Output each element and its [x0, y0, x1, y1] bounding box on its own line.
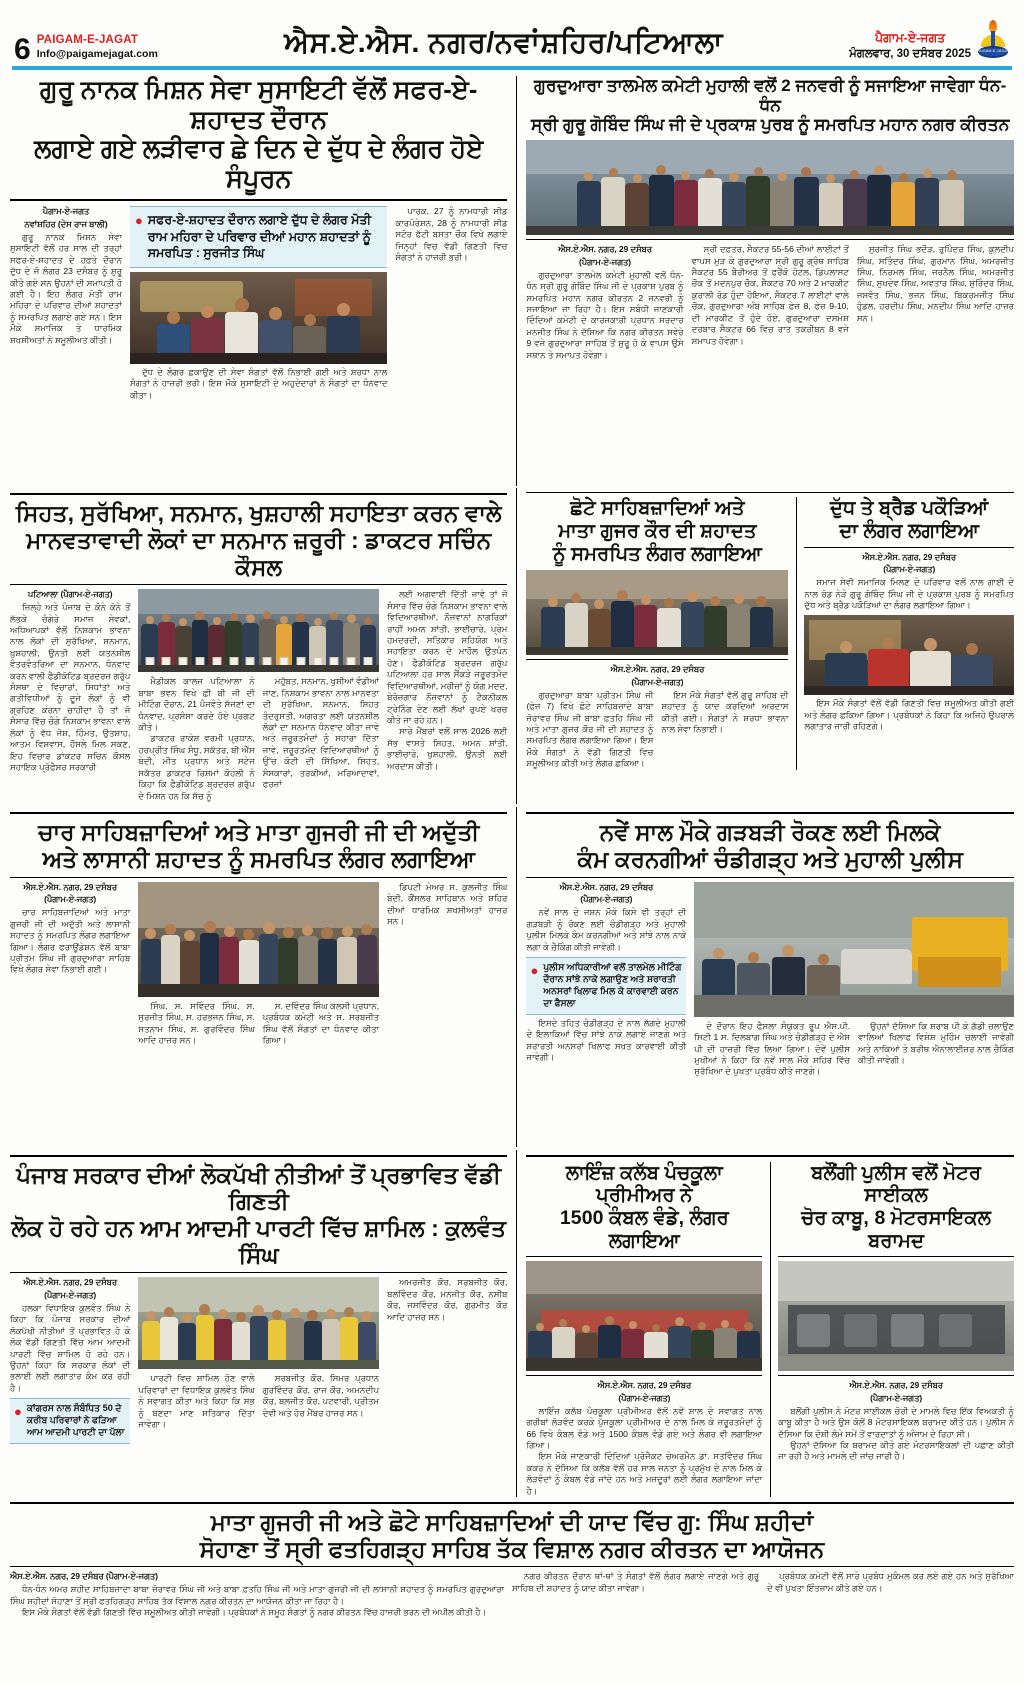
torch-logo-icon [976, 19, 1010, 61]
story-6-columns [10, 882, 507, 1147]
story-6-col-4 [387, 882, 507, 1147]
story-8-headline-line-2: ਲੋਕ ਹੋ ਰਹੇ ਹਨ ਆਮ ਆਦਮੀ ਪਾਰਟੀ ਵਿੱਚ ਸ਼ਾਮਿਲ : ਕੁਲਵੰਤ ਸਿੰਘ [11, 1215, 507, 1268]
story-6-photo [138, 882, 379, 997]
story-8-body-4: ਅਮਰਜੀਤ ਕੌਰ, ਸਰਬਜੀਤ ਕੌਰ, ਬਲਵਿੰਦਰ ਕੌਰ, ਮਨਜੀਤ ਕੌਰ, ਨਸੀਬ ਕੌਰ, ਜਸਵਿੰਦਰ ਕੌਰ, ਗੁਰਮੀਤ ਕੌਰ ਆਦਿ ਹਾਜ਼ਰ ਸਨ। [387, 1277, 508, 1322]
story-3-body-4b: ਸਾਰੇ ਮੈਂਬਰਾਂ ਵਲੋਂ ਸਾਲ 2026 ਲਈ ਸੱਭ ਵਾਸਤੇ ਸਿਹਤ, ਅਮਨ ਸ਼ਾਂਤੀ, ਭਾਈਚਾਰੇ, ਖੁਸ਼ਹਾਲੀ, ਉਨਤੀ ਲਈ ਅਰਦਾਸ ਕੀਤੀ। [387, 726, 508, 771]
story-11-byline-paper: (ਪੈਗਾਮ-ਏ-ਜਗਤ) [105, 1571, 158, 1582]
story-11-col-1 [10, 1571, 504, 1683]
story-6-byline-place: ਐਸ.ਏ.ਐਸ. ਨਗਰ, 29 ਦਸੰਬਰ [23, 881, 117, 892]
bullet-icon: ● [530, 962, 539, 978]
story-11-body-3: ਨਗਰ ਕੀਰਤਨ ਦੌਰਾਨ ਥਾਂ-ਥਾਂ ਤੇ ਸੰਗਤਾਂ ਵੱਲੋਂ ਲੰਗਰ ਲਗਾਏ ਜਾਣਗੇ ਅਤੇ ਗੁਰੂ ਸਾਹਿਬ ਦੀ ਸ਼ਹਾਦਤ ਨੂੰ ਯਾਦ ਕੀਤਾ ਜਾਵੇਗਾ। [512, 1571, 759, 1593]
story-8-col-2 [138, 1277, 379, 1495]
row-4-right [516, 1150, 1014, 1497]
story-1-headline-line-1: ਗੁਰੂ ਨਾਨਕ ਮਿਸ਼ਨ ਸੇਵਾ ਸੁਸਾਇਟੀ ਵੱਲੋਂ ਸਫਰ-ਏ-ਸ਼ਹਾਦਤ ਦੌਰਾਨ [39, 76, 478, 134]
story-5-headline-line-2: ਦਾ ਲੰਗਰ ਲਗਾਇਆ [839, 519, 980, 542]
story-3-col-1 [10, 589, 130, 804]
story-11-columns [10, 1571, 1014, 1683]
story-6-body-3: ਸ. ਦਵਿੰਦਰ ਸਿੰਘ ਕਲਸੀ ਪ੍ਰਧਾਨ, ਪ੍ਰਬੰਧਕ ਕਮੇਟੀ ਅਤੇ ਸ. ਸਰਬਜੀਤ ਸਿੰਘ ਵੱਲੋਂ ਸੰਗਤਾਂ ਦਾ ਧੰਨਵਾਦ ਕੀਤਾ ਗਿਆ। [262, 1000, 380, 1045]
masthead-right-text [849, 31, 971, 61]
story-4-headline-line-3: ਨੂੰ ਸਮਰਪਿਤ ਲੰਗਰ ਲਗਾਇਆ [552, 542, 762, 565]
story-10-photo [778, 1261, 1014, 1371]
story-10-body-1: ਬਲੌਂਗੀ ਪੁਲੀਸ ਨੇ ਮੋਟਰ ਸਾਈਕਲ ਚੋਰੀ ਦੇ ਮਾਮਲੇ ਵਿਚ ਇੱਕ ਵਿਅਕਤੀ ਨੂੰ ਕਾਬੂ ਕੀਤਾ ਹੈ ਅਤੇ ਉਸ ਕੋਲੋਂ 8 ਮੋਟਰਸਾਇਕਲ ਬਰਾਮਦ ਕੀਤੇ ਹਨ। ਪੁਲੀਸ ਨੇ ਦੱਸਿਆ ਕਿ ਦੋਸ਼ੀ ਲੰਮੇ ਸਮੇਂ ਤੋਂ ਵਾਰਦਾਤਾਂ ਨੂੰ ਅੰਜਾਮ ਦੇ ਰਿਹਾ ਸੀ। [778, 1405, 1015, 1439]
story-5-body-1: ਸਮਾਜ ਸੇਵੀ ਸਮਾਜਿਕ ਮਿਲਣ ਦੇ ਪਰਿਵਾਰ ਵਲੋਂ ਨਾਲ ਗਾਈ ਦੇ ਨਾਲ ਰੋਡ ਨੇੜੇ ਗੁਰੂ ਗੋਬਿੰਦ ਸਿੰਘ ਜੀ ਦੇ ਪ੍ਰਕਾਸ਼ ਪੁਰਬ ਨੂੰ ਸਮਰਪਿਤ ਦੁੱਧ ਅਤੇ ਬ੍ਰੈਡ ਪਕੌੜਿਆਂ ਦਾ ਲੰਗਰ ਲਗਾਇਆ ਗਿਆ। [804, 577, 1014, 610]
story-2-byline-paper: (ਪੈਗਾਮ-ਏ-ਜਗਤ) [579, 256, 632, 267]
story-4-photo [526, 570, 788, 655]
story-1-col-1 [10, 206, 122, 486]
story-8-callout [10, 1398, 130, 1444]
story-10-byline-paper: (ਪੈਗਾਮ-ਏ-ਜਗਤ) [870, 1392, 923, 1403]
story-9-headline-line-2: 1500 ਕੰਬਲ ਵੰਡੇ, ਲੰਗਰ ਲਗਾਇਆ [559, 1206, 729, 1252]
story-4-body-2: ਇਸ ਮੌਕੇ ਸੰਗਤਾਂ ਵੱਲੋਂ ਗੁਰੂ ਸਾਹਿਬ ਦੀ ਸ਼ਹਾਦਤ ਨੂੰ ਯਾਦ ਕਰਦਿਆਂ ਅਰਦਾਸ ਕੀਤੀ ਗਈ। ਸੰਗਤਾਂ ਨੇ ਸ਼ਰਧਾ ਭਾਵਨਾ ਨਾਲ ਸੇਵਾ ਨਿਭਾਈ। [661, 689, 789, 734]
story-7-body-1b: ਇਸਦੇ ਤਹਿਤ ਚੰਡੀਗੜ੍ਹ ਦੇ ਨਾਲ ਲੱਗਦੇ ਮੁਹਾਲੀ ਦੇ ਇਲਾਕਿਆਂ ਵਿੱਚ ਸਾਂਝੇ ਨਾਕੇ ਲਗਾਏ ਜਾਣਗੇ ਅਤੇ ਸ਼ਰਾਰਤੀ ਅਨਸਰਾਂ ਖਿਲਾਫ ਸਖ਼ਤ ਕਾਰਵਾਈ ਕੀਤੀ ਜਾਵੇਗੀ। [526, 1017, 687, 1062]
story-2-headline-line-2: ਸ੍ਰੀ ਗੁਰੂ ਗੋਬਿੰਦ ਸਿੰਘ ਜੀ ਦੇ ਪ੍ਰਕਾਸ਼ ਪੁਰਬ ਨੂੰ ਸਮਰਪਿਤ ਮਹਾਨ ਨਗਰ ਕੀਰਤਨ [531, 115, 1010, 135]
story-2-columns [526, 244, 1014, 419]
story-7-col-1 [526, 882, 686, 1147]
story-3-col-2 [138, 589, 379, 804]
story-6-body-4: ਡਿਪਟੀ ਮੇਅਰ ਸ. ਕੁਲਜੀਤ ਸਿੰਘ ਬੇਦੀ, ਕੌਂਸਲਰ ਸਾਹਿਬਾਨ ਅਤੇ ਸ਼ਹਿਰ ਦੀਆਂ ਧਾਰਮਿਕ ਸ਼ਖਸੀਅਤਾਂ ਹਾਜ਼ਰ ਸਨ। [387, 881, 508, 926]
story-8-body-2: ਪਾਰਟੀ ਵਿਚ ਸ਼ਾਮਿਲ ਹੋਣ ਵਾਲੇ ਪਰਿਵਾਰਾਂ ਦਾ ਵਿਧਾਇਕ ਕੁਲਵੰਤ ਸਿੰਘ ਨੇ ਸਵਾਗਤ ਕੀਤਾ ਅਤੇ ਕਿਹਾ ਕਿ ਸਭ ਨੂੰ ਬਣਦਾ ਮਾਣ ਸਤਿਕਾਰ ਦਿੱਤਾ ਜਾਵੇਗਾ। [138, 1373, 255, 1430]
story-7-body-1: ਨਵੇਂ ਸਾਲ ਦੇ ਜਸ਼ਨ ਮੌਕੇ ਕਿਸੇ ਵੀ ਤਰ੍ਹਾਂ ਦੀ ਗੜਬੜੀ ਨੂੰ ਰੋਕਣ ਲਈ ਚੰਡੀਗੜ੍ਹ ਅਤੇ ਮੁਹਾਲੀ ਪੁਲੀਸ ਮਿਲਕੇ ਕੰਮ ਕਰਨਗੀਆਂ ਅਤੇ ਸਾਂਝੇ ਨਾਲ ਨਾਕੇ ਲਗਾ ਕੇ ਚੈਕਿੰਗ ਕੀਤੀ ਜਾਵੇਗੀ। [526, 907, 687, 952]
story-8 [10, 1150, 507, 1497]
bullet-icon: ● [135, 213, 143, 229]
masthead-right [849, 19, 1010, 62]
masthead [10, 0, 1014, 66]
story-8-body-1: ਹਲਕਾ ਵਿਧਾਇਕ ਕੁਲਵੰਤ ਸਿੰਘ ਨੇ ਕਿਹਾ ਕਿ ਪੰਜਾਬ ਸਰਕਾਰ ਦੀਆਂ ਲੋਕਪੱਖੀ ਨੀਤੀਆਂ ਤੋਂ ਪ੍ਰਭਾਵਿਤ ਹੋ ਕੇ ਲੋਕ ਵੱਡੀ ਗਿਣਤੀ ਵਿੱਚ ਆਮ ਆਦਮੀ ਪਾਰਟੀ ਵਿੱਚ ਸ਼ਾਮਿਲ ਹੋ ਰਹੇ ਹਨ। ਉਹਨਾਂ ਕਿਹਾ ਕਿ ਸਰਕਾਰ ਲੋਕਾਂ ਦੀ ਭਲਾਈ ਲਈ ਲਗਾਤਾਰ ਕੰਮ ਕਰ ਰਹੀ ਹੈ। [10, 1302, 131, 1393]
story-9-10-wrapper [526, 1162, 1014, 1497]
story-4 [526, 497, 788, 769]
story-8-col-4 [387, 1277, 507, 1495]
story-1-body-1: ਗੁਰੂ ਨਾਨਕ ਮਿਸ਼ਨ ਸੇਵਾ ਸੁਸਾਇਟੀ ਵੱਲੋਂ ਹਰ ਸਾਲ ਦੀ ਤਰ੍ਹਾਂ ਸਫਰ-ਏ-ਸ਼ਹਾਦਤ ਦੇ ਹਫ਼ਤੇ ਦੌਰਾਨ ਦੁੱਧ ਦੇ ਜੋ ਲੰਗਰ 23 ਦਸੰਬਰ ਨੂੰ ਸ਼ੁਰੂ ਕੀਤੇ ਗਏ ਸਨ ਉਹਨਾਂ ਦੀ ਸਮਾਪਤੀ ਹੋ ਗਈ ਹੈ। ਇਹ ਲੰਗਰ ਮੋਤੀ ਰਾਮ ਮਹਿਰਾ ਦੇ ਪਰਿਵਾਰ ਦੀਆਂ ਸ਼ਹਾਦਤਾਂ ਨੂੰ ਸਮਰਪਿਤ ਲਗਾਏ ਗਏ ਸਨ। ਇਸ ਮੌਕੇ ਸਮਾਜਿਕ ਤੇ ਧਾਰਮਿਕ ਸ਼ਖਸੀਅਤਾਂ ਨੇ ਸ਼ਮੂਲੀਅਤ ਕੀਤੀ। [10, 231, 122, 345]
story-11-byline-place: ਐਸ.ਏ.ਐਸ. ਨਗਰ, 29 ਦਸੰਬਰ [10, 1571, 104, 1582]
story-4-byline-paper: (ਪੈਗਾਮ-ਏ-ਜਗਤ) [631, 676, 684, 687]
story-1-callout-text: ਸਫਰ-ਏ-ਸ਼ਹਾਦਤ ਦੌਰਾਨ ਲਗਾਏ ਦੁੱਧ ਦੇ ਲੰਗਰ ਮੋਤੀ ਰਾਮ ਮਹਿਰਾ ਦੇ ਪਰਿਵਾਰ ਦੀਆਂ ਮਹਾਨ ਸ਼ਹਾਦਤਾਂ ਨੂੰ ਸਮਰਪਿਤ : ਸੁਰਜੀਤ ਸਿੰਘ [147, 213, 372, 261]
story-2-byline-place: ਐਸ.ਏ.ਐਸ. ਨਗਰ, 29 ਦਸੰਬਰ [558, 244, 652, 255]
story-5 [796, 497, 1014, 769]
story-10-headline-line-1: ਬਲੌਂਗੀ ਪੁਲੀਸ ਵਲੋਂ ਮੋਟਰ ਸਾਈਕਲ [811, 1161, 982, 1207]
story-2-body-3: ਸੁਰਜੀਤ ਸਿੰਘ ਭਦੌੜ, ਰੁਪਿੰਦਰ ਸਿੰਘ, ਕੁਲਦੀਪ ਸਿੰਘ, ਸਤਿੰਦਰ ਸਿੰਘ, ਗੁਰਮਾਨ ਸਿੰਘ, ਅਮਰਜੀਤ ਸਿੰਘ, ਨਿਰਮਲ ਸਿੰਘ, ਜਰਨੈਲ ਸਿੰਘ, ਅਮਰਜੀਤ ਸਿੰਘ, ਸੁਖਦੇਵ ਸਿੰਘ, ਅਵਤਾਰ ਸਿੰਘ, ਸੁਰਿੰਦਰ ਸਿੰਘ, ਜਸਵੰਤ ਸਿੰਘ, ਭਜਨ ਸਿੰਘ, ਬਿਕਰਮਜੀਤ ਸਿੰਘ ਹੁੰਡਲ, ਹਰਦੀਪ ਸਿੰਘ, ਮਨਦੀਪ ਸਿੰਘ ਆਦਿ ਹਾਜ਼ਰ ਸਨ। [856, 244, 1015, 323]
story-3-col-4 [387, 589, 507, 804]
story-11-col-3 [512, 1571, 759, 1683]
story-1-byline-paper: ਪੈਗਾਮ-ਏ-ਜਗਤ [42, 206, 90, 217]
masthead-identity [37, 34, 158, 62]
bullet-icon: ● [14, 1404, 22, 1420]
row-2-right [516, 488, 1014, 804]
row-1 [10, 76, 1014, 486]
story-8-byline-place: ਐਸ.ਏ.ਐਸ. ਨਗਰ, 29 ਦਸੰਬਰ [23, 1277, 117, 1288]
story-10-body-2: ਉਹਨਾਂ ਦੱਸਿਆ ਕਿ ਬਰਾਮਦ ਕੀਤੇ ਗਏ ਮੋਟਰਸਾਇਕਲਾਂ ਦੀ ਪਛਾਣ ਕੀਤੀ ਜਾ ਰਹੀ ਹੈ ਅਤੇ ਮਾਮਲੇ ਦੀ ਜਾਂਚ ਜਾਰੀ ਹੈ। [778, 1439, 1015, 1462]
masthead-left [14, 32, 158, 66]
logo-badge-text: PAIGAM-E-JAGAT [976, 49, 1010, 53]
story-1-body-3: ਪਾਰਕ, 27 ਨੂੰ ਨਾਮਧਾਰੀ ਸੀਡ ਕਾਰਪੋਰੇਸ਼ਨ, 28 ਨੂੰ ਨਾਮਧਾਰੀ ਸੀਡ ਸਟੋਰ ਫੱਟੀ ਬਸਤਾ ਚੌਕ ਵਿਖੇ ਲਗਾਏ ਜਿਨ੍ਹਾਂ ਵਿਚ ਵੱਡੀ ਗਿਣਤੀ ਵਿਚ ਸੰਗਤਾਂ ਨੇ ਹਾਜ਼ਰੀ ਭਰੀ। [395, 206, 508, 262]
story-1-body-2: ਦੁੱਧ ਦੇ ਲੰਗਰ ਛਕਾਉਣ ਦੀ ਸੇਵਾ ਸੰਗਤਾਂ ਵੱਲੋਂ ਨਿਭਾਈ ਗਈ ਅਤੇ ਸ਼ਰਧਾ ਨਾਲ ਸੰਗਤਾਂ ਨੇ ਹਾਜ਼ਰੀ ਭਰੀ। ਇਸ ਮੌਕੇ ਸੁਸਾਇਟੀ ਦੇ ਅਹੁਦੇਦਾਰਾਂ ਨੇ ਸੰਗਤਾਂ ਦਾ ਧੰਨਵਾਦ ਕੀਤਾ। [130, 366, 388, 400]
publication-date: ਮੰਗਲਵਾਰ, 30 ਦਸੰਬਰ 2025 [849, 48, 971, 60]
story-7-col-2 [694, 882, 1014, 1147]
story-3-headline-line-2: ਮਾਨਵਤਾਵਾਦੀ ਲੋਕਾਂ ਦਾ ਸਨਮਾਨ ਜ਼ਰੂਰੀ : ਡਾਕਟਰ ਸਚਿੰਨ ਕੌਸਲ [26, 526, 492, 580]
page-number: 6 [14, 32, 31, 66]
story-3-body-1: ਜ਼ਿਲ੍ਹੇ ਅਤੇ ਪੰਜਾਬ ਦੇ ਕੋਨੇ ਕੋਨੇ ਤੋਂ ਲੱਭਕੇ ਚੰਗੇਰੇ ਸਮਾਜ ਸੇਵਕਾਂ, ਅਧਿਆਪਕਾਂ ਵੱਲੋਂ ਨਿਸ਼ਕਾਮ ਭਾਵਨਾ ਨਾਲ ਲੋਕਾਂ ਦੀ ਸੁਰੱਖਿਆ, ਸਨਮਾਨ, ਖੁਸ਼ਹਾਲੀ, ਉਨਤੀ ਲਈ ਯਤਨਸ਼ੀਲ ਵੰਤਰਵੰਤਰਿਆ ਦਾ ਸਨਮਾਨ, ਧੰਨਵਾਦ ਕਰਨ ਵਾਲੀ ਫੈਡੀਕੋਟਿਡ ਬ੍ਰਦਰਜ਼ ਗਰੁੱਪ ਸੰਸਥਾ ਦੇ ਵਿਚਾਰਾਂ, ਸਿਧਾਂਤਾਂ ਅਤੇ ਗਤੀਵਿਧੀਆਂ ਨੂੰ ਦੂਜੇ ਲੋਕਾਂ ਨੂੰ ਵੀ ਗ੍ਰਹਿਣ ਕਰਨਾ ਚਾਹੀਦਾ ਹੈ ਤਾਂ ਜੋ ਸੰਸਾਰ ਵਿੱਚ ਚੰਗੇ ਨਿਸ਼ਕਾਮ ਭਾਵਨਾ ਵਾਲੇ ਲੋਕਾਂ ਨੂੰ ਵੱਧ ਜੋਸ਼, ਹਿੰਮਤ, ਉਤਸ਼ਾਹ, ਆਤਮ ਵਿਸ਼ਵਾਸ, ਹੌਸਲੇ ਮਿਲ ਸਕਣ, ਇਹ ਵਿਚਾਰ ਡਾਕਟਰ ਸਚਿਨ ਕੌਸਲ ਸਹਾਇਕ ਪ੍ਰੋਫੈਸਰ ਸਰਕਾਰੀ [10, 602, 131, 773]
row-2 [10, 488, 1014, 804]
brand-email[interactable]: Info@paigamejagat.com [36, 47, 158, 60]
story-5-byline-paper: (ਪੈਗਾਮ-ਏ-ਜਗਤ) [883, 564, 936, 575]
story-3-body-3: ਮਹੁੱਬਤ, ਸਨਮਾਨ, ਖੁਸ਼ੀਆਂ ਵੰਡੀਆਂ ਜਾਣ, ਨਿਸ਼ਕਾਮ ਭਾਵਨਾ ਨਾਲ ਮਾਨਵਤਾ ਦੀ ਸੁਰੱਖਿਆ, ਸਨਮਾਨ, ਸਿਹਤ ਤੰਦਰੁਸਤੀ, ਅਗਰਤਾ ਲਈ ਯਤਨਸ਼ੀਲ ਲੋਕਾਂ ਦਾ ਸਨਮਾਨ ਧੰਨਵਾਦ ਕੀਤਾ ਜਾਵੇ ਅਤੇ ਜ਼ਰੂਰਤਮੰਦਾਂ ਨੂੰ ਸਹਾਰਾ ਦਿੱਤਾ ਜਾਵੇ, ਜ਼ਰੂਰਤਮੰਦ ਵਿਦਿਆਰਥੀਆਂ ਨੂੰ ਉੱਚ ਕੋਟੀ ਦੀ ਸਿੱਖਿਆ, ਸਿਹਤ, ਸੰਸਕਾਰਾਂ, ਤਰਕੀਆਂ, ਮਰਿਆਦਾਵਾਂ, ਫਰਜ਼ਾਂ [262, 676, 380, 790]
story-5-headline-line-1: ਦੁੱਧ ਤੇ ਬ੍ਰੈਡ ਪਕੌੜਿਆਂ [830, 497, 989, 520]
row-4 [10, 1150, 1014, 1497]
story-4-headline-line-2: ਮਾਤਾ ਗੁਜਰ ਕੌਰ ਦੀ ਸ਼ਹਾਦਤ [558, 519, 757, 542]
story-8-photo [138, 1277, 379, 1369]
story-2-body-2: ਸ੍ਰੀ ਦਫ਼ਤਰ, ਸੈਕਟਰ 55-56 ਦੀਆਂ ਲਾਈਟਾਂ ਤੋਂ ਵਾਪਸ ਮੁੜ ਕੇ ਗੁਰਦੁਆਰਾ ਸ੍ਰੀ ਗੁਰੂ ਗ੍ਰੰਥ ਸਾਹਿਬ ਸੈਕਟਰ 55 ਬੈਰੀਅਰ ਤੋਂ ਫਰੈਂਕੋ ਹੋਟਲ, ਡਿਪਲਾਸਟ ਚੌਕ ਤੋਂ ਮਦਨਪੁਰ ਚੌਕ, ਸੈਕਟਰ 70 ਅਤੇ 2 ਮਾਰਕੀਟ ਕੁਰਾਲੀ ਰੋਡ ਹੁੰਦਾ ਹੋਇਆ, ਸੈਕਟਰ 7 ਲਾਈਟਾਂ ਵਾਲੇ ਚੌਕ, ਗੁਰਦੁਆਰਾ ਅੰਬ ਸਾਹਿਬ ਫੇਜ਼ 8, ਫੇਜ਼ 9-10, ਦੀ ਮਾਰਕੀਟ ਤੋਂ ਹੁੰਦੇ ਹੋਏ, ਗੁਰਦੁਆਰਾ ਦਸਮੇਸ਼ ਦਰਬਾਰ ਸੈਕਟਰ 66 ਵਿਚ ਰਾਤ ਤਕਰੀਬਨ 8 ਵਜੇ ਸਮਾਪਤ ਹੋਵੇਗਾ। [691, 244, 849, 346]
story-7-headline-line-2: ਕੰਮ ਕਰਨਗੀਆਂ ਚੰਡੀਗੜ੍ਹ ਅਤੇ ਮੁਹਾਲੀ ਪੁਲੀਸ [577, 846, 964, 872]
story-7-columns [526, 882, 1014, 1147]
story-3-body-2b: ਡਾਕਟਰ ਰਾਕੇਸ਼ ਵਰਮੀ ਪ੍ਰਧਾਨ, ਹਰਪ੍ਰੀਤ ਸਿੰਘ ਸੰਧੂ, ਸਕੱਤਰ, ਬੀ ਐੱਸ ਬੇਦੀ, ਮੀਤ ਪ੍ਰਧਾਨ ਅਤੇ ਸਟੇਜ ਸਕੱਤਰ ਡਾਕਟਰ ਰਿਸ਼ਮਾਂ ਕੋਹਲੀ ਨੇ ਕਿਹਾ ਕਿ ਫੈਡੀਕੋਟਿਡ ਬ੍ਰਦਰਜ਼ ਗਰੁੱਪ ਦੇ ਮਿਸ਼ਨ ਹਨ ਕਿ ਸੱਚ ਨੂੰ [138, 733, 255, 801]
story-1 [10, 76, 507, 486]
story-7 [516, 807, 1014, 1146]
story-2-body-1: ਗੁਰਦੁਆਰਾ ਤਾਲਮੇਲ ਕਮੇਟੀ ਮੁਹਾਲੀ ਵਲੋਂ ਧੰਨ-ਧੰਨ ਸ੍ਰੀ ਗੁਰੂ ਗੋਬਿੰਦ ਸਿੰਘ ਜੀ ਦੇ ਪ੍ਰਕਾਸ਼ ਪੁਰਬ ਨੂੰ ਸਮਰਪਿਤ ਮਹਾਨ ਨਗਰ ਕੀਰਤਨ 2 ਜਨਵਰੀ ਨੂੰ ਸਜਾਇਆ ਜਾ ਰਿਹਾ ਹੈ। ਇਸ ਸਬੰਧੀ ਜਾਣਕਾਰੀ ਦਿੰਦਿਆਂ ਕਮੇਟੀ ਦੇ ਕਾਰਜਕਾਰੀ ਪ੍ਰਧਾਨ ਸਰਦਾਰ ਮਨਜੀਤ ਸਿੰਘ ਨੇ ਦੱਸਿਆ ਕਿ ਨਗਰ ਕੀਰਤਨ ਸਵੇਰੇ 9 ਵਜੇ ਗੁਰਦੁਆਰਾ ਸਾਹਿਬ ਤੋਂ ਸ਼ੁਰੂ ਹੋ ਕੇ ਵਾਪਸ ਉਸੇ ਸਥਾਨ ਤੇ ਸਮਾਪਤ ਹੋਵੇਗਾ। [526, 269, 684, 360]
story-10-byline-place: ਐਸ.ਏ.ਐਸ. ਨਗਰ, 29 ਦਸੰਬਰ [849, 1380, 943, 1391]
story-3-byline: ਪਟਿਆਲਾ (ਪੈਗਾਮ-ਏ-ਜਗਤ) [27, 589, 113, 600]
story-10-headline-line-2: ਚੋਰ ਕਾਬੂ, 8 ਮੋਟਰਸਾਇਕਲ ਬਰਾਮਦ [801, 1206, 992, 1252]
story-1-headline-line-2: ਲਗਾਏ ਗਏ ਲੜੀਵਾਰ ਛੇ ਦਿਨ ਦੇ ਦੁੱਧ ਦੇ ਲੰਗਰ ਹੋਏ ਸੰਪੂਰਨ [34, 135, 484, 193]
story-3-headline-line-1: ਸਿਹਤ, ਸੁਰੱਖਿਆ, ਸਨਮਾਨ, ਖੁਸ਼ਹਾਲੀ ਸਹਾਇਤਾ ਕਰਨ ਵਾਲੇ [15, 500, 502, 527]
story-7-body-2: ਦੇ ਦੌਰਾਨ ਇਹ ਫੈਸਲਾ ਸੰਯੁਕਤ ਰੂਪ ਐਸ.ਪੀ. ਸਿਟੀ 1 ਸ. ਦਿਲਬਾਗ ਸਿੰਘ ਅਤੇ ਚੰਡੀਗੜ੍ਹ ਦੇ ਐਸ ਪੀ ਦੀ ਹਾਜ਼ਰੀ ਵਿੱਚ ਲਿਆ ਗਿਆ। ਦੋਵੇਂ ਪੁਲੀਸ ਮੁਖੀਆਂ ਨੇ ਕਿਹਾ ਕਿ ਨਵੇਂ ਸਾਲ ਮੌਕੇ ਸ਼ਹਿਰ ਵਿੱਚ ਸੁਰੱਖਿਆ ਦੇ ਪੁਖਤਾ ਪ੍ਰਬੰਧ ਕੀਤੇ ਜਾਣਗੇ। [694, 1020, 851, 1077]
story-1-columns [10, 206, 507, 486]
story-7-headline-line-1: ਨਵੇਂ ਸਾਲ ਮੌਕੇ ਗੜਬੜੀ ਰੋਕਣ ਲਈ ਮਿਲਕੇ [599, 819, 941, 846]
story-3 [10, 488, 507, 804]
story-5-byline-place: ਐਸ.ਏ.ਐਸ. ਨਗਰ, 29 ਦਸੰਬਰ [862, 551, 957, 562]
story-9-byline-paper: (ਪੈਗਾਮ-ਏ-ਜਗਤ) [618, 1392, 671, 1403]
masthead-rule [12, 66, 1012, 70]
story-7-byline-paper: (ਪੈਗਾਮ-ਏ-ਜਗਤ) [580, 894, 633, 905]
story-11-col-4 [767, 1571, 1014, 1683]
story-9-body-2: ਇਸ ਮੌਕੇ ਜਾਣਕਾਰੀ ਦਿੰਦਿਆਂ ਪ੍ਰੋਜੈਕਟ ਚੇਅਰਮੈਨ ਡਾ. ਸਤਵਿੰਦਰ ਸਿੰਘ ਕਕਰ ਨੇ ਦੱਸਿਆ ਕਿ ਕਲੱਬ ਵੱਲੋਂ ਹਰ ਸਾਲ ਜਨਤਾ ਨੂੰ ਪ੍ਰਮੁੱਖ ਦੇ ਨਾਲ ਮਿਲ ਕੇ ਲੋੜਵੰਦਾਂ ਨੂੰ ਕੰਬਲ ਵੰਡੇ ਜਾਂਦੇ ਹਨ ਅਤੇ ਮਜ਼ਦੂਰਾਂ ਲਈ ਲੰਗਰ ਲਗਾਇਆ ਜਾਂਦਾ ਹੈ। [526, 1451, 763, 1496]
story-2-col-1 [526, 244, 683, 419]
story-4-byline-place: ਐਸ.ਏ.ਐਸ. ਨਗਰ, 29 ਦਸੰਬਰ [610, 664, 705, 675]
brand-name-punjabi: ਪੈਗਾਮ-ਏ-ਜਗਤ [875, 31, 946, 45]
story-6-byline-paper: (ਪੈਗਾਮ-ਏ-ਜਗਤ) [44, 894, 97, 905]
story-7-byline-place: ਐਸ.ਏ.ਐਸ. ਨਗਰ, 29 ਦਸੰਬਰ [559, 881, 654, 892]
brand-name: PAIGAM-E-JAGAT [36, 34, 139, 47]
story-9 [526, 1162, 762, 1497]
story-2-photo [526, 140, 1014, 235]
story-6-headline-line-1: ਚਾਰ ਸਾਹਿਬਜ਼ਾਦਿਆਂ ਅਤੇ ਮਾਤਾ ਗੁਜਰੀ ਜੀ ਦੀ ਅਦੁੱਤੀ [38, 819, 480, 846]
story-8-callout-text: ਕਾਂਗਰਸ ਨਾਲ ਸੰਬੰਧਿਤ 50 ਦੇ ਕਰੀਬ ਪਰਿਵਾਰਾਂ ਨੇ ਫੜਿਆ ਆਮ ਆਦਮੀ ਪਾਰਟੀ ਦਾ ਪੱਲਾ [26, 1403, 125, 1438]
story-11-body-1: ਧੰਨ-ਧੰਨ ਅਮਰ ਸ਼ਹੀਦ ਸਾਹਿਬਜ਼ਾਦਾ ਬਾਬਾ ਜ਼ੋਰਾਵਰ ਸਿੰਘ ਜੀ ਅਤੇ ਬਾਬਾ ਫ਼ਤਹਿ ਸਿੰਘ ਜੀ ਅਤੇ ਮਾਤਾ ਗੁਜਰੀ ਜੀ ਦੀ ਲਾਸਾਨੀ ਸ਼ਹਾਦਤ ਨੂੰ ਸਮਰਪਿਤ ਗੁਰਦੁਆਰਾ ਸਿੰਘ ਸ਼ਹੀਦਾਂ ਸੋਹਾਣਾ ਤੋਂ ਸ੍ਰੀ ਫਤਹਿਗੜ੍ਹ ਸਾਹਿਬ ਤੱਕ ਵਿਸ਼ਾਲ ਨਗਰ ਕੀਰਤਨ ਦਾ ਆਯੋਜਨ ਕੀਤਾ ਜਾ ਰਿਹਾ ਹੈ। [10, 1584, 504, 1606]
story-5-body-2: ਇਸ ਮੌਕੇ ਸੰਗਤਾਂ ਵੱਲੋਂ ਵੱਡੀ ਗਿਣਤੀ ਵਿਚ ਸ਼ਮੂਲੀਅਤ ਕੀਤੀ ਗਈ ਅਤੇ ਲੰਗਰ ਛਕਿਆ ਗਿਆ। ਪ੍ਰਬੰਧਕਾਂ ਨੇ ਕਿਹਾ ਕਿ ਅਜਿਹੇ ਉਪਰਾਲੇ ਲਗਾਤਾਰ ਜਾਰੀ ਰਹਿਣਗੇ। [804, 698, 1014, 732]
story-6-body-1: ਚਾਰ ਸਾਹਿਬਜ਼ਾਦਿਆਂ ਅਤੇ ਮਾਤਾ ਗੁਜਰੀ ਜੀ ਦੀ ਅਦੁੱਤੀ ਅਤੇ ਲਾਸਾਨੀ ਸ਼ਹਾਦਤ ਨੂੰ ਸਮਰਪਿਤ ਲੰਗਰ ਲਗਾਇਆ ਗਿਆ। ਲੰਗਰ ਫਰਾਊਂਡੇਸ਼ਨ ਵੱਲੋਂ ਬਾਬਾ ਪ੍ਰੀਤਮ ਸਿੰਘ ਜੀ ਗੁਰਦੁਆਰਾ ਸਾਹਿਬ ਵਿਖੇ ਲੰਗਰ ਸੇਵਾ ਨਿਭਾਈ ਗਈ। [10, 907, 131, 975]
story-9-headline-line-1: ਲਾਇੰਜ਼ ਕਲੱਬ ਪੰਚਕੂਲਾ ਪ੍ਰੀਮੀਅਰ ਨੇ [565, 1161, 723, 1207]
story-8-body-3: ਸਰਬਜੀਤ ਕੌਰ, ਸਿਮਰ ਪ੍ਰਧਾਨ ਗੁਰਵਿੰਦਰ ਕੌਰ, ਰਾਜ ਕੌਰ, ਅਮਨਦੀਪ ਕੌਰ, ਬਲਜੀਤ ਕੌਰ, ਪਟਵਾਰੀ, ਪ੍ਰੀਤਮ ਦੇਵੀ ਅਤੇ ਹੋਰ ਮੈਂਬਰ ਹਾਜ਼ਰ ਸਨ। [262, 1373, 380, 1418]
story-6-headline-line-2: ਅਤੇ ਲਾਸਾਨੀ ਸ਼ਹਾਦਤ ਨੂੰ ਸਮਰਪਿਤ ਲੰਗਰ ਲਗਾਇਆ [42, 846, 475, 872]
story-1-photo [130, 272, 387, 364]
story-7-callout-text: ਪੁਲੀਸ ਅਧਿਕਾਰੀਆਂ ਵਲੋਂ ਤਾਲਮੇਲ ਮੀਟਿੰਗ ਦੌਰਾਨ ਸਾਂਝੇ ਨਾਕੇ ਲਗਾਉਣ ਅਤੇ ਸ਼ਰਾਰਤੀ ਅਨਸਰਾਂ ਖਿਲਾਫ ਮਿਲ ਕੇ ਕਾਰਵਾਈ ਕਰਨ ਦਾ ਫੈਸਲਾ [543, 961, 682, 1008]
story-11-body-4: ਪ੍ਰਬੰਧਕ ਕਮੇਟੀ ਵੱਲੋਂ ਸਾਰੇ ਪ੍ਰਬੰਧ ਮੁਕੰਮਲ ਕਰ ਲਏ ਗਏ ਹਨ ਅਤੇ ਸੁਰੱਖਿਆ ਦੇ ਵੀ ਪੁਖਤਾ ਇੰਤਜ਼ਾਮ ਕੀਤੇ ਗਏ ਹਨ। [767, 1571, 1014, 1593]
story-7-callout [526, 957, 686, 1015]
story-8-columns [10, 1277, 507, 1495]
story-9-body-1: ਲਾਇੰਜ਼ ਕਲੱਬ ਪੰਚਕੂਲਾ ਪ੍ਰੀਮੀਅਰ ਵੱਲੋਂ ਨਵੇਂ ਸਾਲ ਦੇ ਸਵਾਗਤ ਨਾਲ ਗਰੀਬਾਂ ਲੋੜਵੰਦ ਕਰਕੇ ਪੁੱਜਕੂਲਾ ਪ੍ਰੀਮੀਅਰ ਦੇ ਨਾਲ ਮਿਲ ਕੇ ਜ਼ਰੂਰਤਮੰਦਾਂ ਨੂੰ 66 ਵਿਖੇ ਕੰਬਲ ਵੰਡੇ ਅਤੇ 1500 ਕੰਬਲ ਵੰਡੇ ਗਏ ਅਤੇ ਲੰਗਰ ਵੀ ਲਗਾਇਆ ਗਿਆ। [526, 1405, 763, 1450]
story-5-photo [804, 615, 1014, 695]
story-1-col-3 [395, 206, 507, 486]
story-7-photo [694, 882, 1014, 1017]
story-11-headline-line-1: ਮਾਤਾ ਗੁਜਰੀ ਜੀ ਅਤੇ ਛੋਟੇ ਸਾਹਿਬਜ਼ਾਦਿਆਂ ਦੀ ਯਾਦ ਵਿੱਚ ਗੁ: ਸਿੰਘ ਸ਼ਹੀਦਾਂ [210, 1509, 814, 1536]
story-8-col-1 [10, 1277, 130, 1495]
story-11-body-2: ਇਸ ਮੌਕੇ ਸੰਗਤਾਂ ਵੱਲੋਂ ਵੱਡੀ ਗਿਣਤੀ ਵਿੱਚ ਸ਼ਮੂਲੀਅਤ ਕੀਤੀ ਜਾਵੇਗੀ। ਪ੍ਰਬੰਧਕਾਂ ਨੇ ਸਮੂਹ ਸੰਗਤਾਂ ਨੂੰ ਨਗਰ ਕੀਰਤਨ ਵਿੱਚ ਹਾਜ਼ਰੀ ਭਰਨ ਦੀ ਅਪੀਲ ਕੀਤੀ ਹੈ। [22, 1607, 487, 1618]
story-4-headline-line-1: ਛੋਟੇ ਸਾਹਿਬਜ਼ਾਦਿਆਂ ਅਤੇ [570, 497, 745, 520]
story-2-col-3 [857, 244, 1014, 419]
page-title: ਐਸ.ਏ.ਐਸ. ਨਗਰ/ਨਵਾਂਸ਼ਹਿਰ/ਪਟਿਆਲਾ [284, 27, 723, 59]
story-10 [770, 1162, 1014, 1497]
story-7-body-3: ਉਹਨਾਂ ਦੱਸਿਆ ਕਿ ਸ਼ਰਾਬ ਪੀ ਕੇ ਗੱਡੀ ਚਲਾਉਣ ਵਾਲਿਆਂ ਖਿਲਾਫ ਵਿਸ਼ੇਸ਼ ਮੁਹਿੰਮ ਚਲਾਈ ਜਾਵੇਗੀ ਅਤੇ ਨਾਕਿਆਂ ਤੇ ਬਰੀਥ ਐਨਾਲਾਈਜ਼ਰ ਨਾਲ ਚੈਕਿੰਗ ਕੀਤੀ ਜਾਵੇਗੀ। [858, 1020, 1015, 1065]
story-3-photo [138, 589, 379, 672]
story-6-col-2 [138, 882, 379, 1147]
story-4-body-1: ਗੁਰਦੁਆਰਾ ਬਾਬਾ ਪ੍ਰੀਤਮ ਸਿੰਘ ਜੀ (ਫੇਜ਼ 7) ਵਿਖੇ ਛੋਟੇ ਸਾਹਿਬਜ਼ਾਦੇ ਬਾਬਾ ਜ਼ੋਰਾਵਰ ਸਿੰਘ ਜੀ ਬਾਬਾ ਫ਼ਤਹਿ ਸਿੰਘ ਜੀ ਅਤੇ ਮਾਤਾ ਗੁਜਰ ਕੌਰ ਜੀ ਦੀ ਸ਼ਹਾਦਤ ਨੂੰ ਸਮਰਪਿਤ ਲੰਗਰ ਲਗਾਇਆ ਗਿਆ। ਇਸ ਮੌਕੇ ਸੰਗਤਾਂ ਨੇ ਵੱਡੀ ਗਿਣਤੀ ਵਿਚ ਸ਼ਮੂਲੀਅਤ ਕੀਤੀ ਅਤੇ ਲੰਗਰ ਛਕਿਆ। [526, 689, 654, 769]
story-6-col-1 [10, 882, 130, 1147]
story-1-col-2 [130, 206, 387, 486]
story-2-headline-line-1: ਗੁਰਦੁਆਰਾ ਤਾਲਮੇਲ ਕਮੇਟੀ ਮੁਹਾਲੀ ਵਲੋਂ 2 ਜਨਵਰੀ ਨੂੰ ਸਜਾਇਆ ਜਾਵੇਗਾ ਧੰਨ-ਧੰਨ [534, 76, 1007, 115]
story-11-headline-line-2: ਸੋਹਾਣਾ ਤੋਂ ਸ੍ਰੀ ਫਤਹਿਗੜ੍ਹ ਸਾਹਿਬ ਤੱਕ ਵਿਸ਼ਾਲ ਨਗਰ ਕੀਰਤਨ ਦਾ ਆਯੋਜਨ [199, 1535, 825, 1562]
story-3-body-4: ਲਈ ਅਗਵਾਈ ਦਿੱਤੀ ਜਾਵੇ ਤਾਂ ਜੋ ਸੰਸਾਰ ਵਿੱਚ ਚੰਗੇ ਨਿਸ਼ਕਾਮ ਭਾਵਨਾ ਵਾਲੇ ਵਿਦਿਆਰਥੀਆਂ, ਨੌਜਵਾਨਾਂ ਨਾਗਰਿਕਾਂ ਰਾਹੀਂ ਅਮਨ ਸ਼ਾਂਤੀ, ਭਾਈਚਾਰੇ, ਪ੍ਰੇਮ ਹਮਦਰਦੀ, ਸਤਿਕਾਰ ਸਹਿਯੋਗ ਅਤੇ ਸਹਾਇਤਾ ਕਰਨ ਦੇ ਮਾਹੌਲ ਉਤਪੰਨ ਹੋਣ। ਫੈਡੀਕੋਟਿਡ ਬ੍ਰਦਰਜ਼ ਗਰੁੱਪ ਪਟਿਆਲਾ ਹਰ ਸਾਲ ਸੈਂਕੜੇ ਜ਼ਰੂਰਤਮੰਦ ਵਿਦਿਆਰਥੀਆਂ, ਮਰੀਜ਼ਾਂ ਨੂੰ ਯੋਗ ਮਦਦ, ਬੇਰੋਜ਼ਗਾਰ ਨੌਜਵਾਨਾਂ ਨੂੰ ਟੈਕਨੀਕਲ ਟ੍ਰੇਨਿੰਗ ਦੇਣ ਲਈ ਲੱਖਾਂ ਰੁਪਏ ਖਰਚ ਕੀਤੇ ਜਾ ਰਹੇ ਹਨ। [387, 589, 508, 725]
row-3 [10, 807, 1014, 1146]
story-8-byline-paper: (ਪੈਗਾਮ-ਏ-ਜਗਤ) [44, 1290, 97, 1301]
story-11 [10, 1502, 1014, 1683]
story-6-body-2: ਸਿੰਘ, ਸ. ਸਵਿੰਦਰ ਸਿੰਘ, ਸ. ਸੁਰਜੀਤ ਸਿੰਘ, ਸ. ਹਰਭਜਨ ਸਿੰਘ, ਸ. ਸਤਨਾਮ ਸਿੰਘ, ਸ. ਗੁਰਵਿੰਦਰ ਸਿੰਘ ਆਦਿ ਹਾਜ਼ਰ ਸਨ। [138, 1000, 255, 1045]
story-3-body-2: ਮੈਡੀਕਲ ਕਾਲਜ ਪਟਿਆਲਾ ਨੇ ਬਾਬਾ ਭਵਨ ਵਿਖੇ ਛੀ ਬੀ ਜੀ ਦੀ ਮੀਟਿੰਗ ਦੌਰਾਨ, 21 ਪੰਜਵੰਤੇ ਸੱਜਣਾਂ ਦਾ ਧੰਨਵਾਦ, ਪ੍ਰਸੰਸਾ ਕਰਦੇ ਹੋਏ ਪ੍ਰਗਟ ਕੀਤੇ। [138, 676, 255, 733]
story-8-headline-line-1: ਪੰਜਾਬ ਸਰਕਾਰ ਦੀਆਂ ਲੋਕਪੱਖੀ ਨੀਤੀਆਂ ਤੋਂ ਪ੍ਰਭਾਵਿਤ ਵੱਡੀ ਗਿਣਤੀ [16, 1161, 502, 1215]
story-1-byline-place: ਨਵਾਂਸ਼ਹਿਰ (ਦੇਸ ਰਾਜ ਬਾਲੀ) [24, 219, 108, 230]
story-9-byline-place: ਐਸ.ਏ.ਐਸ. ਨਗਰ, 29 ਦਸੰਬਰ [597, 1380, 692, 1391]
story-3-columns [10, 589, 507, 804]
story-6 [10, 807, 507, 1146]
story-2-col-2 [692, 244, 849, 419]
story-2 [516, 76, 1014, 486]
story-9-photo [526, 1261, 762, 1371]
story-11-byline [10, 1571, 504, 1582]
story-1-callout [130, 206, 387, 268]
story-4-5-wrapper [526, 497, 1014, 769]
